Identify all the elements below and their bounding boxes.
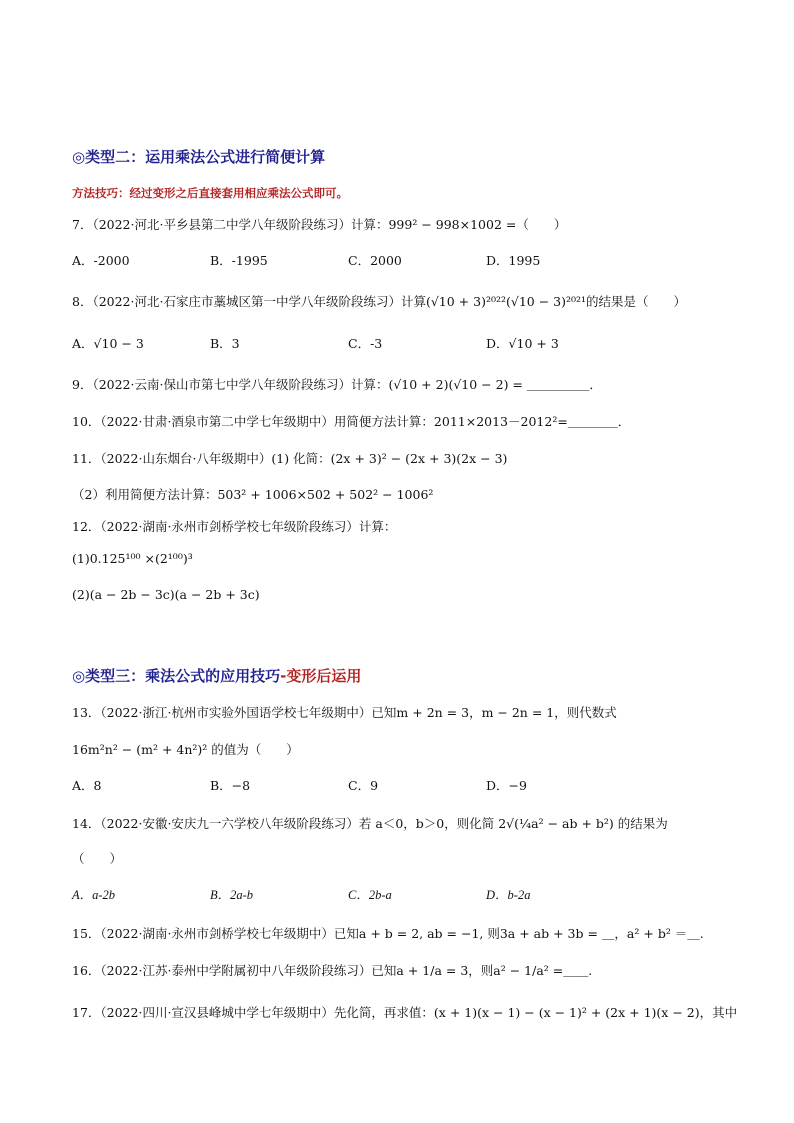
question-12: 12．（2022·湖南·永州市剑桥学校七年级阶段练习）计算：: [72, 519, 397, 534]
question-9: 9．（2022·云南·保山市第七中学八年级阶段练习）计算：(√10 + 2)(√10 − 2) = ＿＿＿＿＿．: [72, 377, 602, 392]
question-7-options: [72, 252, 692, 270]
option-a: A．a-2b: [72, 888, 116, 902]
option-d: D．√10 + 3: [486, 336, 559, 351]
section3-heading-main: ◎类型三：乘法公式的应用技巧: [72, 667, 281, 685]
question-14-options: [72, 886, 692, 904]
question-17: 17．（2022·四川·宣汉县峰城中学七年级期中）先化简，再求值：(x + 1)(x − 1) − (x − 1)² + (2x + 1)(x − 2)，其中: [72, 1005, 738, 1020]
option-d: D．−9: [486, 778, 527, 793]
option-c: C．2b-a: [348, 888, 392, 902]
option-a: A．√10 − 3: [72, 336, 144, 351]
option-c: C．2000: [348, 253, 402, 268]
question-10: 10．（2022·甘肃·酒泉市第二中学七年级期中）用简便方法计算：2011×2013－2012²=＿＿＿＿．: [72, 414, 631, 429]
option-c: C．-3: [348, 336, 383, 351]
question-8-options: [72, 335, 692, 353]
question-7: 7．（2022·河北·平乡县第二中学八年级阶段练习）计算：999² − 998×1002 =（ ）: [72, 217, 567, 232]
question-11-part2: （2）利用简便方法计算：503² + 1006×502 + 502² − 1006²: [72, 487, 434, 502]
question-8: 8．（2022·河北·石家庄市藁城区第一中学八年级阶段练习）计算(√10 + 3)²⁰²²(√10 − 3)²⁰²¹的结果是（ ）: [72, 294, 687, 309]
question-14-line2: （ ）: [72, 851, 123, 866]
option-b: B．-1995: [210, 253, 268, 268]
option-b: B．2a-b: [210, 888, 254, 902]
option-b: B．−8: [210, 778, 251, 793]
question-12-part1: (1)0.125¹⁰⁰ ×(2¹⁰⁰)³: [72, 551, 193, 566]
question-13-line2: 16m²n² − (m² + 4n²)² 的值为（ ）: [72, 742, 299, 757]
question-13-options: [72, 777, 692, 795]
option-a: A．-2000: [72, 253, 130, 268]
question-15: 15．（2022·湖南·永州市剑桥学校七年级期中）已知a + b = 2, ab = −1, 则3a + ab + 3b = ＿，a² + b² ＝＿.: [72, 926, 704, 941]
option-a: A．8: [72, 778, 102, 793]
option-d: D．1995: [486, 253, 541, 268]
option-c: C．9: [348, 778, 379, 793]
section2-heading: ◎类型二：运用乘法公式进行简便计算: [72, 148, 326, 166]
section2-tip: 方法技巧：经过变形之后直接套用相应乘法公式即可。: [72, 186, 348, 200]
section3-heading-red: -变形后运用: [280, 667, 362, 685]
question-16: 16．（2022·江苏·泰州中学附属初中八年级阶段练习）已知a + 1/a = 3，则a² − 1/a² =＿＿.: [72, 963, 593, 978]
question-11: 11．（2022·山东烟台·八年级期中）(1) 化简：(2x + 3)² − (2x + 3)(2x − 3): [72, 451, 508, 466]
question-12-part2: (2)(a − 2b − 3c)(a − 2b + 3c): [72, 587, 260, 602]
section3-heading: [72, 667, 361, 685]
question-13: 13．（2022·浙江·杭州市实验外国语学校七年级期中）已知m + 2n = 3，m − 2n = 1，则代数式: [72, 705, 617, 720]
question-14: 14．（2022·安徽·安庆九一六学校八年级阶段练习）若 a＜0，b＞0，则化简 2√(¼a² − ab + b²) 的结果为: [72, 816, 668, 831]
option-d: D．b-2a: [486, 888, 531, 902]
option-b: B．3: [210, 336, 240, 351]
